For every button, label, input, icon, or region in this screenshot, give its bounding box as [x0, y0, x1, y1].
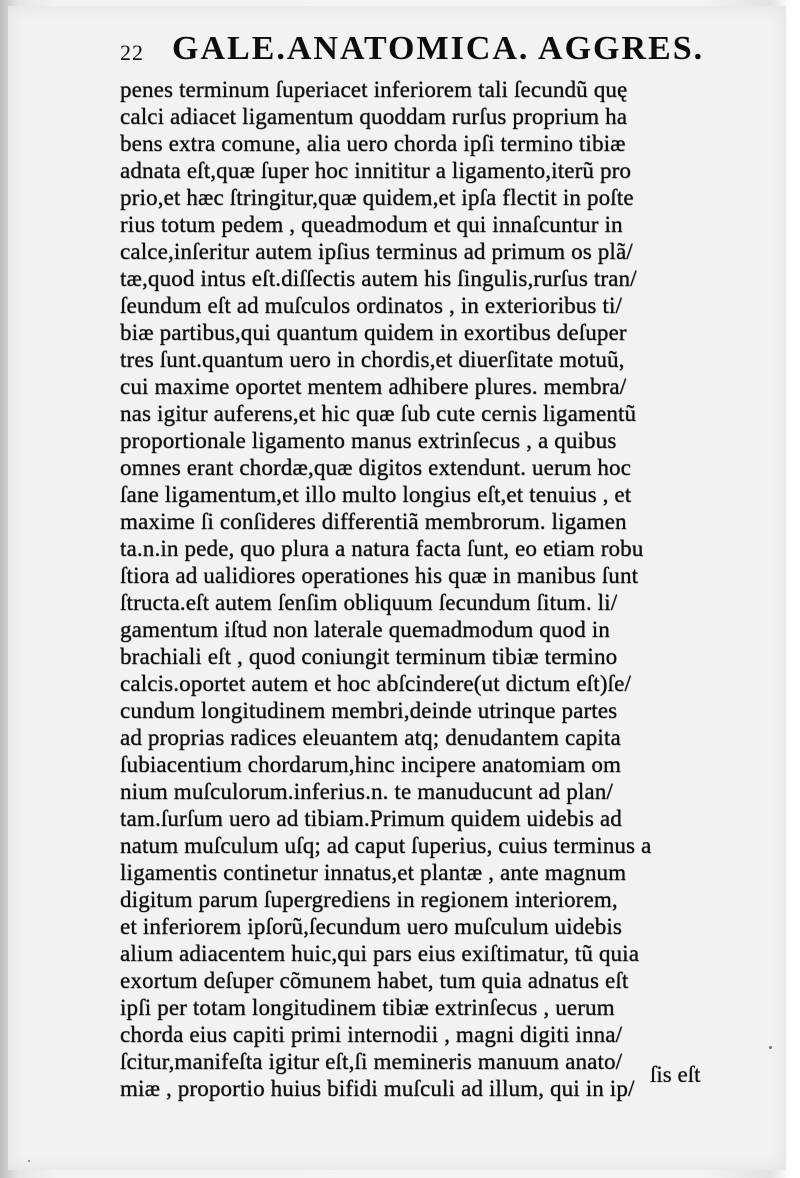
text-line: exortum deſuper cõmunem habet, tum quia adnatus eſt	[120, 968, 629, 993]
text-line: ipſi per totam longitudinem tibiæ extrinſecus , uerum	[120, 995, 615, 1020]
text-line: miæ , proportio huius bifidi muſculi ad illum, qui in ip/	[120, 1076, 635, 1101]
text-line: ligamentis continetur innatus,et plantæ , ante magnum	[120, 860, 627, 885]
text-line: adnata eſt,quæ ſuper hoc innititur a ligamento,iterũ pro	[120, 158, 632, 183]
running-title: GALE.ANATOMICA. AGGRES.	[172, 30, 705, 67]
text-line: rius totum pedem , queadmodum et qui innaſcuntur in	[120, 212, 623, 237]
text-line: biæ partibus,qui quantum quidem in exortibus deſuper	[120, 320, 627, 345]
text-line: gamentum iſtud non laterale quemadmodum quod in	[120, 617, 610, 642]
text-line: tæ,quod intus eſt.diſſectis autem his ſingulis,rurſus tran/	[120, 266, 637, 291]
text-line: omnes erant chordæ,quæ digitos extendunt. uerum hoc	[120, 455, 631, 480]
text-line: penes terminum ſuperiacet inferiorem tali ſecundũ quę	[120, 77, 628, 102]
text-line: chorda eius capiti primi internodii , magni digiti inna/	[120, 1022, 623, 1047]
text-line: natum muſculum uſq; ad caput ſuperius, cuius terminus a	[120, 833, 652, 858]
text-line: ſcitur,manifeſta igitur eſt,ſi memineris manuum anato/	[120, 1049, 623, 1074]
text-line: tam.ſurſum uero ad tibiam.Primum quidem uidebis ad	[120, 806, 622, 831]
text-line: alium adiacentem huic,qui pars eius exiſtimatur, tũ quia	[120, 941, 640, 966]
text-line: bens extra comune, alia uero chorda ipſi termino tibiæ	[120, 131, 626, 156]
text-line: ſtiora ad ualidiores operationes his quæ in manibus ſunt	[120, 563, 639, 588]
text-line: ſtructa.eſt autem ſenſim obliquum ſecundum ſitum. li/	[120, 590, 618, 615]
text-line: nium muſculorum.inferius.n. te manuducunt ad plan/	[120, 779, 613, 804]
text-line: et inferiorem ipſorũ,ſecundum uero muſculum uidebis	[120, 914, 623, 939]
text-line: cui maxime oportet mentem adhibere plures. membra/	[120, 374, 627, 399]
text-line: cundum longitudinem membri,deinde utrinque partes	[120, 698, 618, 723]
text-line: digitum parum ſupergrediens in regionem interiorem,	[120, 887, 618, 912]
folio-number: 22	[120, 40, 144, 65]
text-line: brachiali eſt , quod coniungit terminum tibiæ termino	[120, 644, 618, 669]
text-line: maxime ſi conſideres differentiã membrorum. ligamen	[120, 509, 627, 534]
text-line: calce,inſeritur autem ipſius terminus ad primum os plã/	[120, 239, 633, 264]
text-line: proportionale ligamento manus extrinſecus , a quibus	[120, 428, 617, 453]
text-line: ad proprias radices eleuantem atq; denudantem capita	[120, 725, 621, 750]
page-header	[120, 30, 705, 74]
body-text	[120, 76, 770, 1102]
catchword: ſis eſt	[650, 1062, 701, 1087]
text-line: nas igitur auferens,et hic quæ ſub cute cernis ligamentũ	[120, 401, 637, 426]
paper-speck	[28, 1160, 30, 1162]
text-line: ſane ligamentum,et illo multo longius eſt,et tenuius , et	[120, 482, 632, 507]
text-line: ta.n.in pede, quo plura a natura facta ſunt, eo etiam robu	[120, 536, 644, 561]
paper-speck	[769, 1046, 772, 1049]
text-line: ſubiacentium chordarum,hinc incipere anatomiam om	[120, 752, 622, 777]
text-line: calci adiacet ligamentum quoddam rurſus proprium ha	[120, 104, 628, 129]
text-line: tres ſunt.quantum uero in chordis,et diuerſitate motuũ,	[120, 347, 625, 372]
text-line: ſeundum eſt ad muſculos ordinatos , in exterioribus ti/	[120, 293, 623, 318]
text-line: prio,et hæc ſtringitur,quæ quidem,et ipſa flectit in poſte	[120, 185, 634, 210]
text-line: calcis.oportet autem et hoc abſcindere(ut dictum eſt)ſe/	[120, 671, 631, 696]
